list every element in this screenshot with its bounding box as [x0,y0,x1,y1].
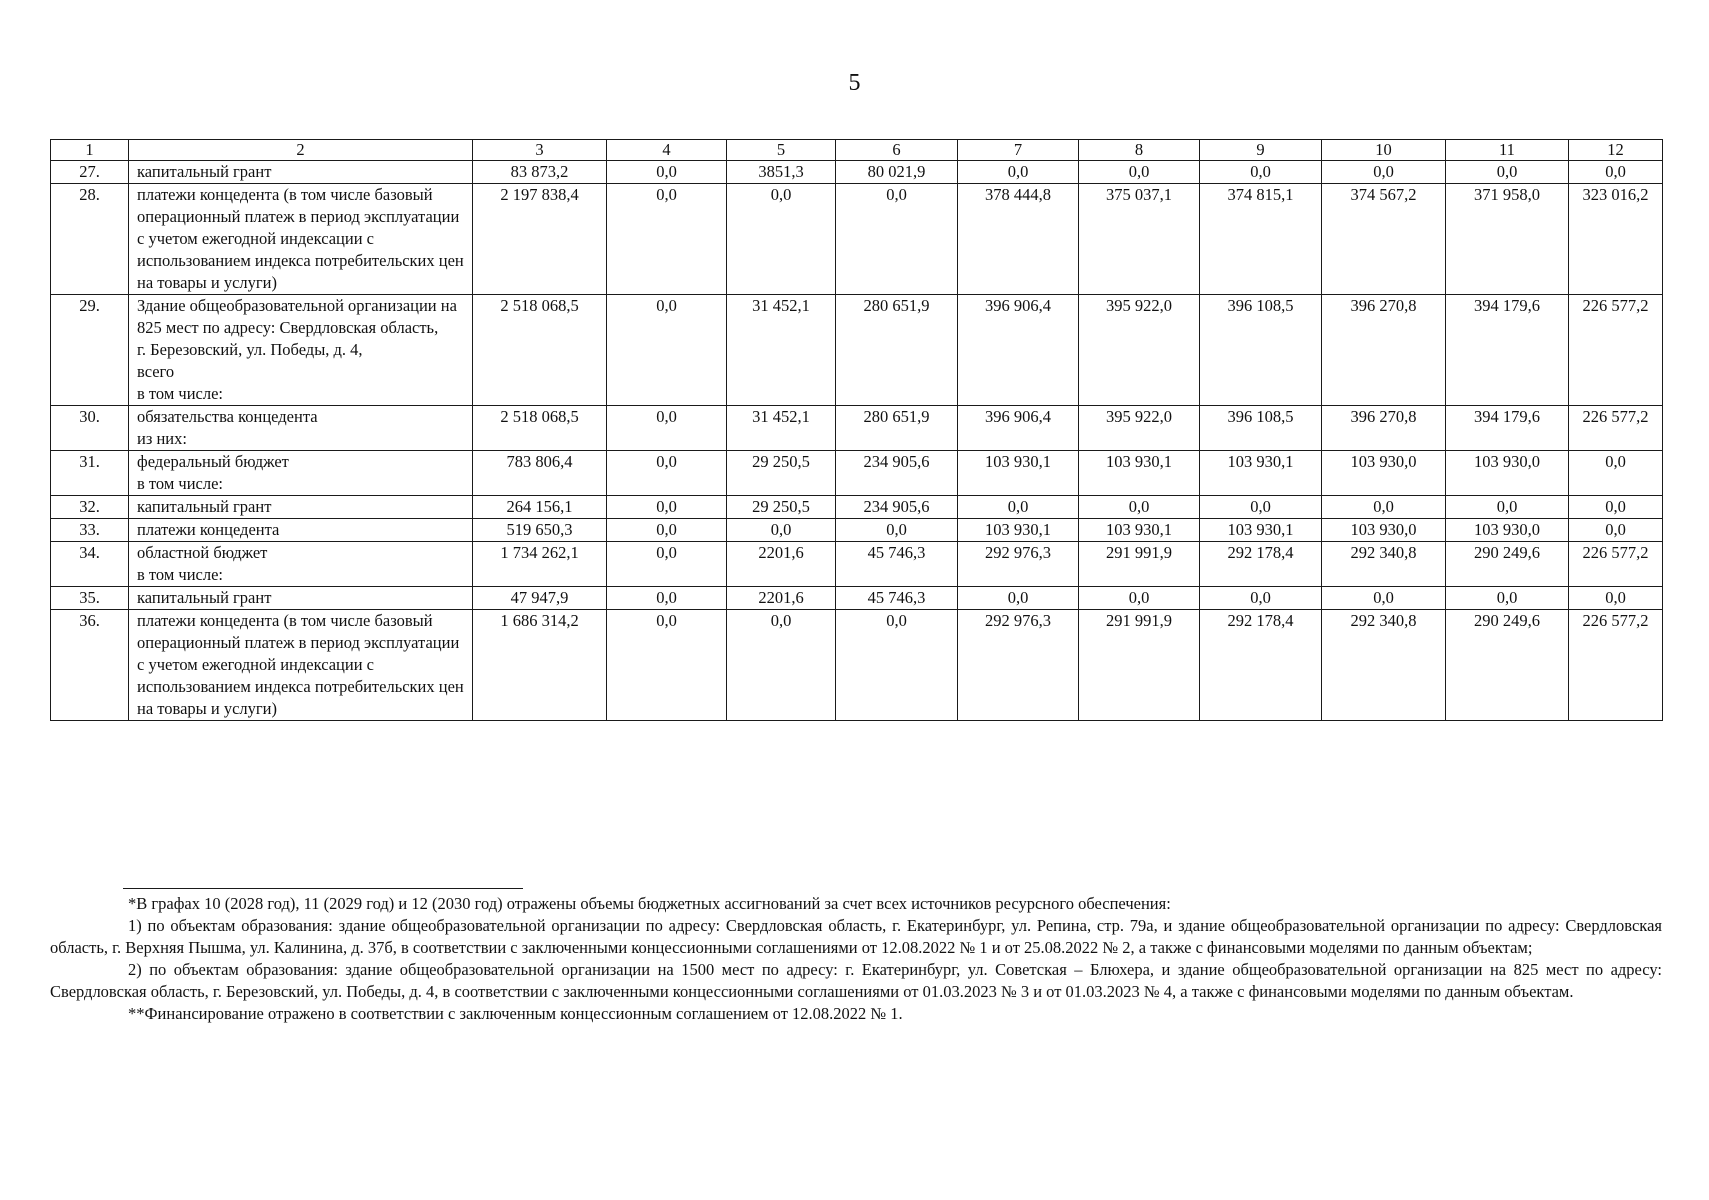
value-cell: 0,0 [1200,496,1322,519]
row-number: 34. [51,542,129,587]
value-cell: 0,0 [1446,587,1569,610]
row-number: 30. [51,406,129,451]
value-cell: 290 249,6 [1446,542,1569,587]
value-cell: 396 108,5 [1200,295,1322,406]
table-row [51,406,1663,451]
row-number: 36. [51,610,129,721]
value-cell: 290 249,6 [1446,610,1569,721]
value-cell: 0,0 [607,610,727,721]
row-name: платежи концедента (в том числе базовый операционный платеж в период эксплуатации с учетом ежегодной индексации с использованием индекса потребительских цен на товары и услуги) [129,610,473,721]
value-cell: 0,0 [607,587,727,610]
value-cell: 103 930,0 [1322,519,1446,542]
value-cell: 0,0 [607,406,727,451]
column-header: 5 [727,140,836,161]
value-cell: 29 250,5 [727,451,836,496]
value-cell: 0,0 [727,610,836,721]
value-cell: 396 906,4 [958,295,1079,406]
value-cell: 103 930,1 [1079,519,1200,542]
value-cell: 394 179,6 [1446,406,1569,451]
value-cell: 103 930,1 [958,519,1079,542]
row-name: федеральный бюджет в том числе: [129,451,473,496]
value-cell: 2201,6 [727,542,836,587]
value-cell: 45 746,3 [836,542,958,587]
value-cell: 292 178,4 [1200,542,1322,587]
footnote: **Финансирование отражено в соответствии с заключенным концессионным соглашением от 12.08.2022 № 1. [128,1004,903,1023]
table-row [51,519,1663,542]
row-name: капитальный грант [129,587,473,610]
value-cell: 0,0 [727,519,836,542]
table-row [51,587,1663,610]
value-cell: 0,0 [1079,161,1200,184]
column-header: 7 [958,140,1079,161]
value-cell: 103 930,1 [1200,451,1322,496]
column-header: 4 [607,140,727,161]
value-cell: 280 651,9 [836,295,958,406]
row-number: 33. [51,519,129,542]
value-cell: 0,0 [607,542,727,587]
value-cell: 0,0 [1569,451,1663,496]
table-row [51,610,1663,721]
table-row [51,496,1663,519]
value-cell: 0,0 [836,184,958,295]
column-header: 9 [1200,140,1322,161]
column-header: 12 [1569,140,1663,161]
row-number: 32. [51,496,129,519]
row-number: 31. [51,451,129,496]
row-name: Здание общеобразовательной организации на 825 мест по адресу: Свердловская область, г. Березовский, ул. Победы, д. 4, всего в том числе: [129,295,473,406]
value-cell: 0,0 [836,519,958,542]
footnote: 2) по объектам образования: здание общеобразовательной организации на 1500 мест по адресу: г. Екатеринбург, ул. Советская – Блюхера, и здание общеобразовательной организации на 825 мест по адресу: Свердловская область, г. Березовский, ул. Победы, д. 4, в соответствии с заключенными концессионными соглашениями от 01.03.2023 № 3 и от 01.03.2023 № 4, а также с финансовыми моделями по данным объектам. [50,960,1662,1001]
row-name: платежи концедента [129,519,473,542]
value-cell: 2 518 068,5 [473,406,607,451]
value-cell: 0,0 [1322,587,1446,610]
value-cell: 378 444,8 [958,184,1079,295]
value-cell: 395 922,0 [1079,406,1200,451]
value-cell: 47 947,9 [473,587,607,610]
value-cell: 0,0 [958,587,1079,610]
value-cell: 0,0 [1446,161,1569,184]
value-cell: 396 906,4 [958,406,1079,451]
value-cell: 292 178,4 [1200,610,1322,721]
value-cell: 292 976,3 [958,610,1079,721]
value-cell: 396 270,8 [1322,295,1446,406]
value-cell: 0,0 [1200,587,1322,610]
value-cell: 83 873,2 [473,161,607,184]
value-cell: 264 156,1 [473,496,607,519]
value-cell: 234 905,6 [836,451,958,496]
row-number: 35. [51,587,129,610]
value-cell: 519 650,3 [473,519,607,542]
value-cell: 0,0 [607,161,727,184]
footnote: *В графах 10 (2028 год), 11 (2029 год) и 12 (2030 год) отражены объемы бюджетных ассигнований за счет всех источников ресурсного обеспечения: [128,894,1171,913]
value-cell: 31 452,1 [727,295,836,406]
value-cell: 0,0 [607,184,727,295]
column-header: 11 [1446,140,1569,161]
column-header: 1 [51,140,129,161]
value-cell: 292 340,8 [1322,542,1446,587]
row-number: 28. [51,184,129,295]
value-cell: 226 577,2 [1569,542,1663,587]
value-cell: 323 016,2 [1569,184,1663,295]
row-number: 29. [51,295,129,406]
value-cell: 374 815,1 [1200,184,1322,295]
value-cell: 226 577,2 [1569,610,1663,721]
value-cell: 226 577,2 [1569,295,1663,406]
value-cell: 0,0 [836,610,958,721]
page-number: 5 [848,70,861,96]
value-cell: 394 179,6 [1446,295,1569,406]
value-cell: 291 991,9 [1079,610,1200,721]
value-cell: 103 930,0 [1446,519,1569,542]
value-cell: 226 577,2 [1569,406,1663,451]
value-cell: 0,0 [1569,496,1663,519]
value-cell: 103 930,1 [1079,451,1200,496]
column-header: 3 [473,140,607,161]
value-cell: 80 021,9 [836,161,958,184]
row-name: платежи концедента (в том числе базовый операционный платеж в период эксплуатации с учетом ежегодной индексации с использованием индекса потребительских цен на товары и услуги) [129,184,473,295]
value-cell: 0,0 [607,295,727,406]
value-cell: 0,0 [1569,161,1663,184]
value-cell: 3851,3 [727,161,836,184]
value-cell: 0,0 [1569,519,1663,542]
value-cell: 0,0 [1322,161,1446,184]
footnote: 1) по объектам образования: здание общеобразовательной организации по адресу: Свердловская область, г. Екатеринбург, ул. Репина, стр. 79а, и здание общеобразовательной организации по адресу: Свердловская область, г. Верхняя Пышма, ул. Калинина, д. 37б, в соответствии с заключенными концессионными соглашениями от 12.08.2022 № 1 и от 25.08.2022 № 2, а также с финансовыми моделями по данным объектам; [50,916,1662,957]
budget-table [50,139,1663,721]
value-cell: 0,0 [958,161,1079,184]
value-cell: 0,0 [607,496,727,519]
footnotes [50,893,1662,1025]
value-cell: 0,0 [1569,587,1663,610]
table-row [51,161,1663,184]
value-cell: 783 806,4 [473,451,607,496]
column-header: 8 [1079,140,1200,161]
value-cell: 234 905,6 [836,496,958,519]
value-cell: 0,0 [1446,496,1569,519]
value-cell: 0,0 [958,496,1079,519]
value-cell: 45 746,3 [836,587,958,610]
value-cell: 0,0 [607,519,727,542]
value-cell: 292 976,3 [958,542,1079,587]
value-cell: 31 452,1 [727,406,836,451]
value-cell: 375 037,1 [1079,184,1200,295]
row-name: капитальный грант [129,496,473,519]
table-row [51,451,1663,496]
row-number: 27. [51,161,129,184]
table-row [51,184,1663,295]
footnote-divider [123,888,523,889]
row-name: капитальный грант [129,161,473,184]
column-header: 2 [129,140,473,161]
value-cell: 396 270,8 [1322,406,1446,451]
row-name: областной бюджет в том числе: [129,542,473,587]
column-header: 6 [836,140,958,161]
value-cell: 1 734 262,1 [473,542,607,587]
value-cell: 1 686 314,2 [473,610,607,721]
value-cell: 0,0 [1322,496,1446,519]
table-body [51,161,1663,721]
value-cell: 292 340,8 [1322,610,1446,721]
value-cell: 0,0 [1079,587,1200,610]
value-cell: 103 930,1 [1200,519,1322,542]
value-cell: 103 930,0 [1322,451,1446,496]
value-cell: 374 567,2 [1322,184,1446,295]
value-cell: 2 518 068,5 [473,295,607,406]
table-row [51,295,1663,406]
value-cell: 0,0 [1079,496,1200,519]
value-cell: 103 930,0 [1446,451,1569,496]
value-cell: 0,0 [727,184,836,295]
value-cell: 29 250,5 [727,496,836,519]
value-cell: 103 930,1 [958,451,1079,496]
value-cell: 2201,6 [727,587,836,610]
row-name: обязательства концедента из них: [129,406,473,451]
value-cell: 291 991,9 [1079,542,1200,587]
value-cell: 396 108,5 [1200,406,1322,451]
value-cell: 2 197 838,4 [473,184,607,295]
column-header: 10 [1322,140,1446,161]
value-cell: 280 651,9 [836,406,958,451]
table-row [51,542,1663,587]
table-header-row [51,140,1663,161]
value-cell: 395 922,0 [1079,295,1200,406]
value-cell: 0,0 [607,451,727,496]
value-cell: 0,0 [1200,161,1322,184]
value-cell: 371 958,0 [1446,184,1569,295]
